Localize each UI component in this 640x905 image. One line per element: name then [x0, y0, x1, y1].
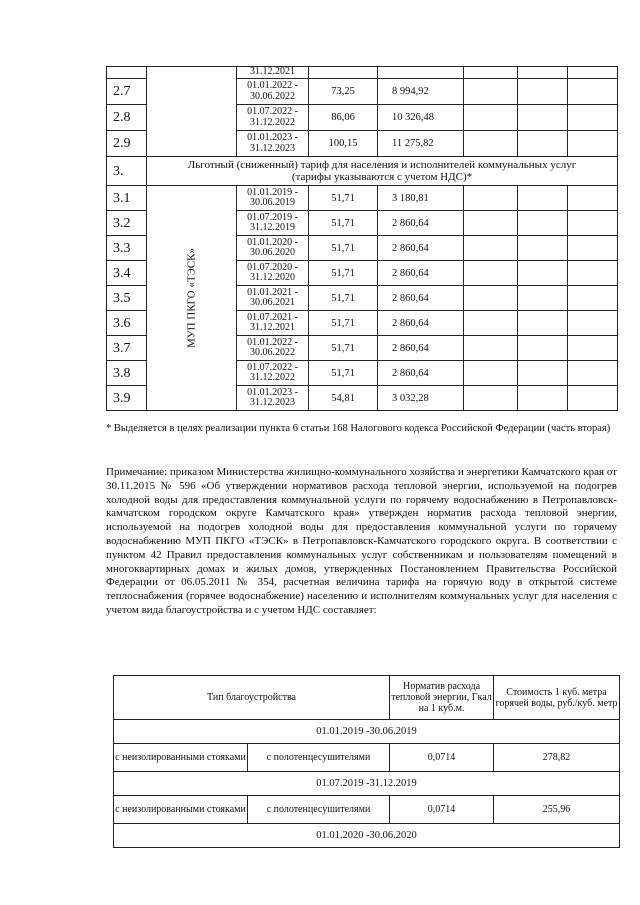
footnote: * Выделяется в целях реализации пункта 6 статьи 168 Налогового кодекса Российской Федерации (часть вторая) — [106, 423, 611, 434]
tariff-value: 8 994,92 — [378, 79, 464, 105]
row-number: 3.3 — [107, 236, 147, 261]
riser-type: с неизолированными стояками — [114, 796, 248, 824]
tariff-value: 2 860,64 — [378, 211, 464, 236]
period-cell: 01.01.2022 - 30.06.2022 — [237, 79, 309, 105]
tariff-value: 51,71 — [309, 361, 378, 386]
row-number: 2.9 — [107, 131, 147, 157]
tariff-value: 100,15 — [309, 131, 378, 157]
period-cell: 01.07.2020 - 31.12.2020 — [237, 261, 309, 286]
tariff-value: 73,25 — [309, 79, 378, 105]
tariff-value: 2 860,64 — [378, 336, 464, 361]
period-cell: 01.01.2021 - 30.06.2021 — [237, 286, 309, 311]
tariff-value: 51,71 — [309, 211, 378, 236]
tariff-value: 11 275,82 — [378, 131, 464, 157]
organization-cell: МУП ПКГО «ТЭСК» — [147, 186, 237, 411]
tariff-value: 2 860,64 — [378, 311, 464, 336]
norm-value: 0,0714 — [390, 744, 494, 772]
row-number: 3.8 — [107, 361, 147, 386]
tariff-value: 51,71 — [309, 236, 378, 261]
tariff-value: 3 032,28 — [378, 386, 464, 411]
table-row — [107, 67, 618, 79]
tariff-value: 51,71 — [309, 286, 378, 311]
note-paragraph: Примечание: приказом Министерства жилищно-коммунального хозяйства и энергетики Камчатского края от 30.11.2015 № 596 «Об утверждении нормативов расхода тепловой энергии, используемой на подогрев холодной воды для предоставления коммунальной услуги по горячему водоснабжению в Петропавловск-камчатском городском округе Камчатского края» утвержден норматив расхода тепловой энергии, используемой на подогрев холодной воды для предоставления коммунальной услуги по горячему водоснабжению МУП ПКГО «ТЭСК» в Петропавловск-Камчатского городского округа. В соответствии с пунктом 42 Правил предоставления коммунальных услуг собственникам и пользователям помещений в многоквартирных домах и жилых домов, утвержденных Постановлением Правительства Российской Федерации от 06.05.2011 № 354, расчетная величина тарифа на горячую воду в открытой системе теплоснабжения (горячее водоснабжение) населению и исполнителям коммунальных услуг для населения с учетом вида благоустройства и с учетом НДС составляет: — [106, 466, 617, 616]
row-number: 2.7 — [107, 79, 147, 105]
header-cost: Стоимость 1 куб. метра горячей воды, руб./куб. метр — [494, 676, 620, 720]
tariff-value: 54,81 — [309, 386, 378, 411]
period-row — [114, 720, 620, 744]
section-title: Льготный (сниженный) тариф для населения и исполнителей коммунальных услуг (тарифы указываются с учетом НДС)* — [147, 157, 618, 186]
tariff-value: 2 860,64 — [378, 286, 464, 311]
tariff-value: 51,71 — [309, 311, 378, 336]
table-row — [114, 744, 620, 772]
cost-value: 278,82 — [494, 744, 620, 772]
towel-dryer: с полотенцесушителями — [248, 744, 390, 772]
tariff-value: 2 860,64 — [378, 361, 464, 386]
row-number: 3.1 — [107, 186, 147, 211]
period-cell: 01.07.2019 -31.12.2019 — [114, 772, 620, 796]
row-number: 3.5 — [107, 286, 147, 311]
cost-value: 255,96 — [494, 796, 620, 824]
period-cell: 31.12.2021 — [237, 67, 309, 79]
period-cell: 01.01.2020 - 30.06.2020 — [237, 236, 309, 261]
table-row — [107, 186, 618, 211]
tariff-value: 2 860,64 — [378, 236, 464, 261]
tariff-value: 51,71 — [309, 261, 378, 286]
period-cell: 01.07.2022 - 31.12.2022 — [237, 361, 309, 386]
table-row — [114, 796, 620, 824]
norm-value: 0,0714 — [390, 796, 494, 824]
period-row — [114, 824, 620, 848]
row-number: 3.2 — [107, 211, 147, 236]
period-cell: 01.01.2022 - 30.06.2022 — [237, 336, 309, 361]
period-cell: 01.01.2023 - 31.12.2023 — [237, 386, 309, 411]
period-cell: 01.07.2019 - 31.12.2019 — [237, 211, 309, 236]
header-norm: Норматив расхода тепловой энергии, Гкал на 1 куб.м. — [390, 676, 494, 720]
towel-dryer: с полотенцесушителями — [248, 796, 390, 824]
row-number: 3.4 — [107, 261, 147, 286]
period-cell: 01.07.2022 - 31.12.2022 — [237, 105, 309, 131]
period-cell: 01.01.2023 - 31.12.2023 — [237, 131, 309, 157]
row-number: 3.7 — [107, 336, 147, 361]
period-row — [114, 772, 620, 796]
tariff-value: 2 860,64 — [378, 261, 464, 286]
period-cell: 01.01.2019 -30.06.2019 — [114, 720, 620, 744]
tariff-value: 51,71 — [309, 186, 378, 211]
row-number: 3.6 — [107, 311, 147, 336]
tariff-table — [106, 66, 618, 411]
period-cell: 01.01.2019 - 30.06.2019 — [237, 186, 309, 211]
section-row — [107, 157, 618, 186]
row-number: 3. — [107, 157, 147, 186]
tariff-value: 51,71 — [309, 336, 378, 361]
table-header-row — [114, 676, 620, 720]
tariff-value: 10 326,48 — [378, 105, 464, 131]
period-cell: 01.01.2020 -30.06.2020 — [114, 824, 620, 848]
header-type: Тип благоустройства — [114, 676, 390, 720]
riser-type: с неизолированными стояками — [114, 744, 248, 772]
hot-water-table — [113, 675, 620, 848]
tariff-value: 3 180,81 — [378, 186, 464, 211]
row-number: 3.9 — [107, 386, 147, 411]
tariff-value: 86,06 — [309, 105, 378, 131]
period-cell: 01.07.2021 - 31.12.2021 — [237, 311, 309, 336]
row-number: 2.8 — [107, 105, 147, 131]
